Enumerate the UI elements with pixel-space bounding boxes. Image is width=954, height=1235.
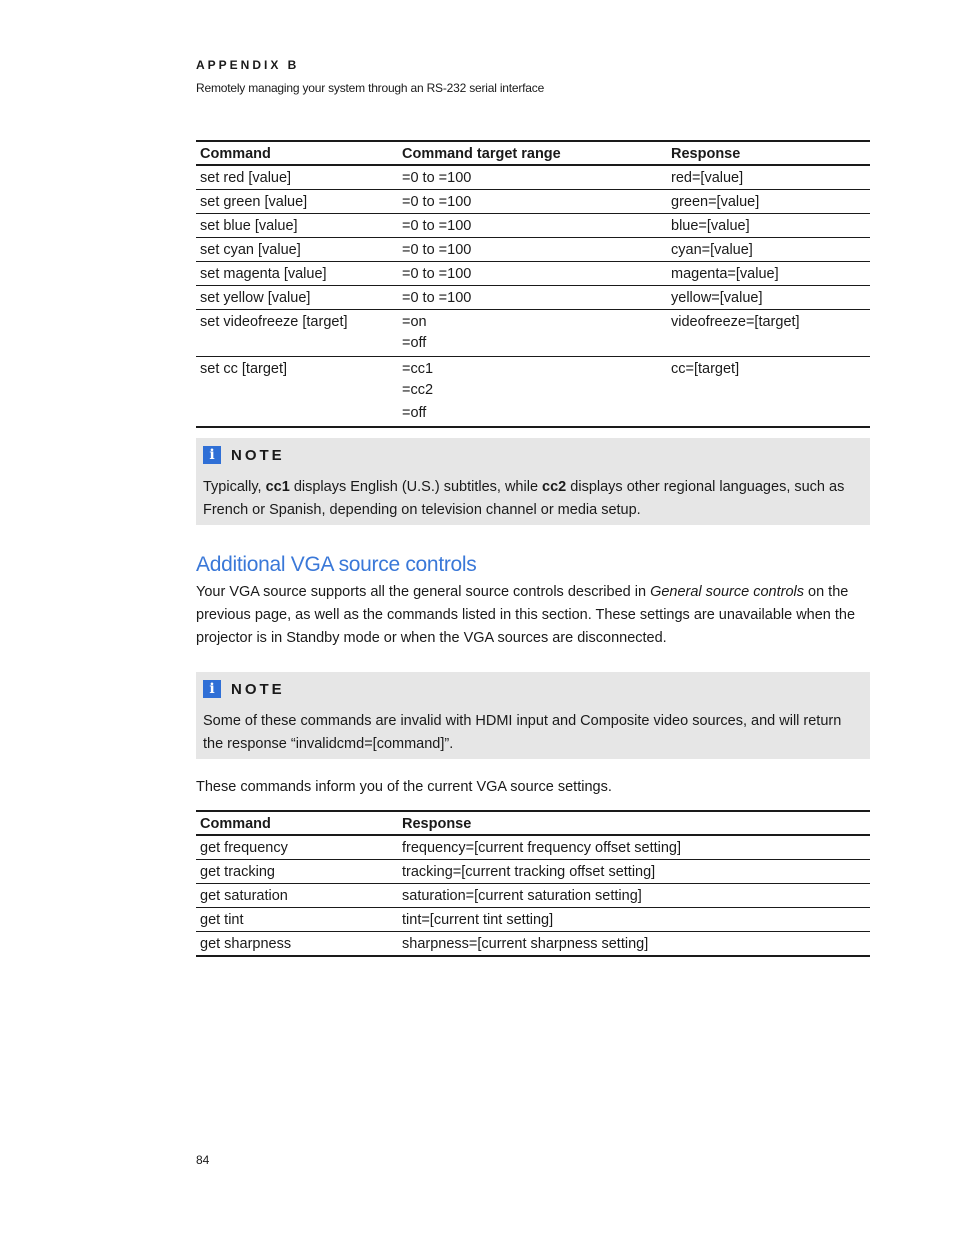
note-text-part: displays other regional languages, such as French or Spanish, depending on television channel or media setup. <box>203 479 845 518</box>
command-cell: get saturation <box>196 884 398 908</box>
page-number: 84 <box>196 1153 210 1167</box>
note-text <box>203 476 863 522</box>
table-row <box>196 932 870 957</box>
command-cell: get sharpness <box>196 932 398 957</box>
command-cell: set cyan [value] <box>196 238 398 262</box>
note-box-invalid <box>196 672 870 759</box>
command-cell: set videofreeze [target] <box>196 310 398 357</box>
column-header: Response <box>398 811 870 835</box>
range-cell: =0 to =100 <box>398 190 667 214</box>
response-cell: blue=[value] <box>667 214 870 238</box>
chapter-subtitle: Remotely managing your system through an RS-232 serial interface <box>196 81 545 95</box>
command-cell: set green [value] <box>196 190 398 214</box>
paragraph-text: Your VGA source supports all the general source controls described in <box>196 584 651 600</box>
vga-commands-table <box>196 810 870 957</box>
intro-paragraph: These commands inform you of the current VGA source settings. <box>196 779 612 795</box>
command-cell: get frequency <box>196 835 398 860</box>
note-text-part: Typically, <box>203 479 266 495</box>
table-row <box>196 908 870 932</box>
command-cell: set blue [value] <box>196 214 398 238</box>
range-option: =cc1 <box>402 361 434 377</box>
note-header <box>203 680 863 698</box>
table-row <box>196 357 870 428</box>
table-row <box>196 884 870 908</box>
response-cell: magenta=[value] <box>667 262 870 286</box>
column-header: Response <box>667 141 870 165</box>
response-cell: red=[value] <box>667 165 870 190</box>
response-cell: tracking=[current tracking offset setting] <box>398 860 870 884</box>
range-cell: =0 to =100 <box>398 286 667 310</box>
response-cell: green=[value] <box>667 190 870 214</box>
response-cell: videofreeze=[target] <box>667 310 870 357</box>
paragraph-text: on the previous page, as well as the commands listed in this section. These settings are unavailable when the projector is in Standby mode or when the VGA sources are disconnected. <box>196 584 856 646</box>
command-cell: get tracking <box>196 860 398 884</box>
note-text-part: displays English (U.S.) subtitles, while <box>289 479 543 495</box>
range-cell <box>398 357 667 428</box>
range-option: =off <box>402 335 427 351</box>
table-row <box>196 165 870 190</box>
table-header-row <box>196 811 870 835</box>
command-cell: set cc [target] <box>196 357 398 428</box>
note-text: Some of these commands are invalid with HDMI input and Composite video sources, and will return the response “invalidcmd=[command]”. <box>203 713 842 752</box>
range-cell <box>398 310 667 357</box>
range-cell: =0 to =100 <box>398 214 667 238</box>
color-commands-table <box>196 140 870 428</box>
note-label: NOTE <box>231 446 285 464</box>
column-header: Command <box>196 811 398 835</box>
appendix-label: APPENDIX B <box>196 58 300 72</box>
note-label: NOTE <box>231 680 285 698</box>
response-cell: cc=[target] <box>667 357 870 428</box>
range-option: =cc2 <box>402 382 434 398</box>
table-row <box>196 286 870 310</box>
note-header <box>203 446 863 464</box>
table-row <box>196 860 870 884</box>
command-cell: set magenta [value] <box>196 262 398 286</box>
response-cell: tint=[current tint setting] <box>398 908 870 932</box>
command-cell: set yellow [value] <box>196 286 398 310</box>
table-row <box>196 310 870 357</box>
note-bold-term: cc2 <box>542 479 567 495</box>
range-cell: =0 to =100 <box>398 238 667 262</box>
info-icon: i <box>203 446 221 464</box>
response-cell: sharpness=[current sharpness setting] <box>398 932 870 957</box>
response-cell: yellow=[value] <box>667 286 870 310</box>
range-option: =on <box>402 314 427 330</box>
response-cell: frequency=[current frequency offset setting] <box>398 835 870 860</box>
command-cell: set red [value] <box>196 165 398 190</box>
range-cell: =0 to =100 <box>398 165 667 190</box>
cross-reference: General source controls <box>650 584 804 600</box>
table-row <box>196 214 870 238</box>
note-box-cc <box>196 438 870 525</box>
response-cell: cyan=[value] <box>667 238 870 262</box>
response-cell: saturation=[current saturation setting] <box>398 884 870 908</box>
note-bold-term: cc1 <box>265 479 290 495</box>
section-paragraph <box>196 581 870 650</box>
column-header: Command <box>196 141 398 165</box>
table-row <box>196 835 870 860</box>
column-header: Command target range <box>398 141 667 165</box>
table-row <box>196 262 870 286</box>
info-icon: i <box>203 680 221 698</box>
range-cell: =0 to =100 <box>398 262 667 286</box>
section-heading: Additional VGA source controls <box>196 553 477 576</box>
table-header-row <box>196 141 870 165</box>
command-cell: get tint <box>196 908 398 932</box>
range-option: =off <box>402 405 427 421</box>
table-row <box>196 190 870 214</box>
table-row <box>196 238 870 262</box>
